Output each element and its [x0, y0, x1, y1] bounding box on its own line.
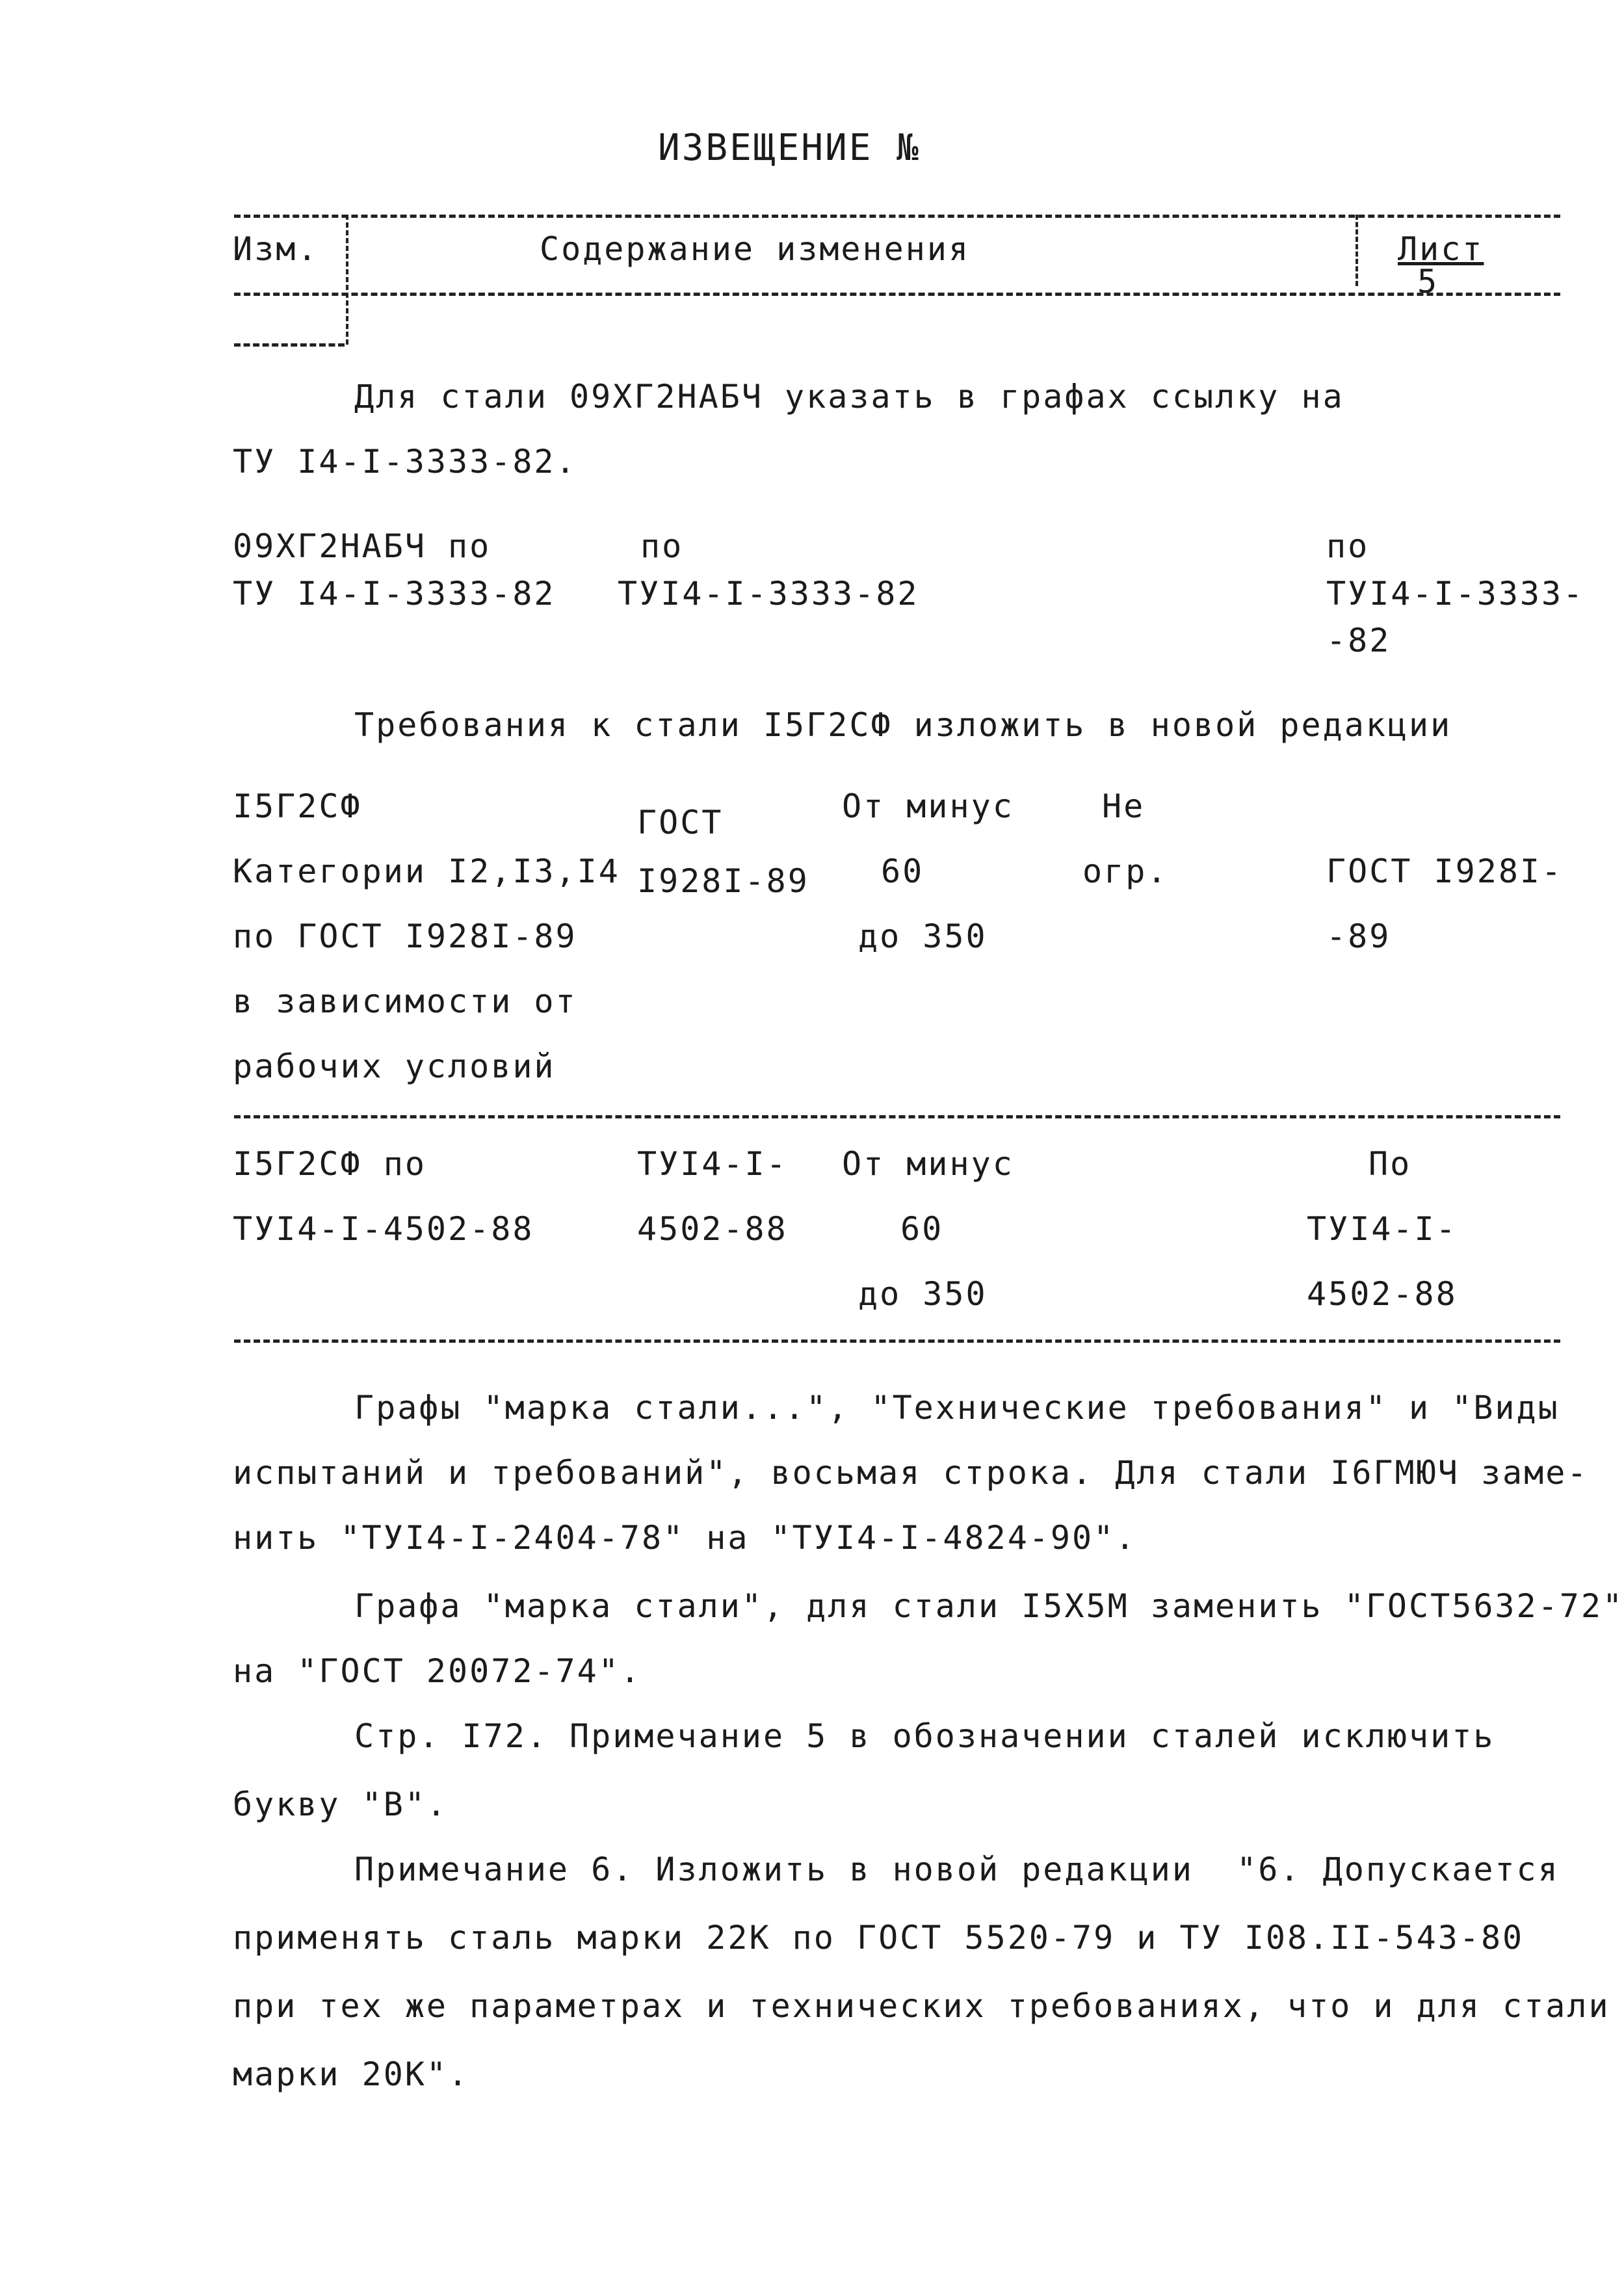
para2: Требования к стали I5Г2СФ изложить в новой редакции — [354, 706, 1452, 744]
table-rule-middle — [234, 1115, 1560, 1118]
tr2-c5-l2: ТУI4-I- — [1307, 1210, 1458, 1248]
tr1-c4-l2: огр. — [1082, 852, 1169, 890]
tr2-c3-l1: От минус — [842, 1145, 1014, 1183]
tr2-c3-l3: до 350 — [858, 1275, 988, 1313]
tr1-c1-l3: по ГОСТ I928I-89 — [233, 917, 577, 955]
tr1-c1-l2: Категории I2,I3,I4 — [233, 852, 620, 890]
tr1-c1-l1: I5Г2СФ — [233, 787, 362, 825]
para6-line1: Примечание 6. Изложить в новой редакции "6. Допускается — [354, 1851, 1560, 1888]
row09-c1-l2: ТУ I4-I-3333-82 — [233, 575, 556, 613]
tr1-c2-l2: I928I-89 — [637, 862, 809, 900]
tr1-c3-l1: От минус — [842, 787, 1014, 825]
tr2-c2-l1: ТУI4-I- — [637, 1145, 788, 1183]
para4-line1: Графа "марка стали", для стали I5Х5М заменить "ГОСТ5632-72" — [354, 1587, 1624, 1625]
para3-line3: нить "ТУI4-I-2404-78" на "ТУI4-I-4824-90". — [233, 1519, 1137, 1557]
row09-c3-l1: по — [1326, 527, 1370, 565]
tr2-c5-l3: 4502-88 — [1307, 1275, 1458, 1313]
tr1-c5-l2: -89 — [1326, 917, 1391, 955]
row09-c2-l2: ТУI4-I-3333-82 — [618, 575, 919, 613]
para6-line4: марки 20К". — [233, 2055, 470, 2093]
header-bottom-rule — [234, 293, 1560, 296]
para3-line2: испытаний и требований", восьмая строка. Для стали I6ГМЮЧ заме- — [233, 1454, 1589, 1492]
tr2-c5-l1: По — [1369, 1145, 1412, 1183]
tr1-c2-l1: ГОСТ — [637, 804, 724, 841]
table-rule-bottom — [234, 1339, 1560, 1343]
tr2-c3-l2: 60 — [900, 1210, 944, 1248]
para6-line3: при тех же параметрах и технических требованиях, что и для стали — [233, 1987, 1610, 2025]
header-divider-left — [346, 215, 348, 345]
para5-line1: Стр. I72. Примечание 5 в обозначении сталей исключить — [354, 1717, 1495, 1755]
tr1-c1-l4: в зависимости от — [233, 983, 577, 1020]
row09-c3-l3: -82 — [1326, 622, 1391, 659]
para5-line2: букву "В". — [233, 1786, 449, 1823]
para6-line2: применять сталь марки 22К по ГОСТ 5520-79 и ТУ I08.II-543-80 — [233, 1919, 1525, 1957]
header-divider-right — [1356, 215, 1358, 286]
notice-title: ИЗВЕЩЕНИЕ № — [658, 127, 921, 169]
tr1-c1-l5: рабочих условий — [233, 1048, 556, 1085]
header-sub-rule — [234, 343, 345, 347]
para3-line1: Графы "марка стали...", "Технические требования" и "Виды — [354, 1389, 1560, 1427]
header-col-content: Содержание изменения — [540, 230, 971, 268]
tr1-c3-l2: 60 — [881, 852, 924, 890]
row09-c2-l1: по — [640, 527, 684, 565]
para4-line2: на "ГОСТ 20072-74". — [233, 1652, 642, 1690]
para1-line1: Для стали 09ХГ2НАБЧ указать в графах ссылку на — [354, 378, 1344, 416]
tr2-c1-l2: ТУI4-I-4502-88 — [233, 1210, 534, 1248]
row09-c1-l1: 09ХГ2НАБЧ по — [233, 527, 491, 565]
tr1-c4-l1: Не — [1102, 787, 1146, 825]
para1-line2: ТУ I4-I-3333-82. — [233, 443, 577, 481]
tr1-c5-l1: ГОСТ I928I- — [1326, 852, 1564, 890]
header-col-sheet: Лист — [1398, 230, 1484, 268]
row09-c3-l2: ТУI4-I-3333- — [1326, 575, 1585, 613]
tr2-c1-l1: I5Г2СФ по — [233, 1145, 426, 1183]
header-sheet-number: 5 — [1417, 263, 1439, 300]
header-col-izm: Изм. — [233, 230, 319, 268]
tr2-c2-l2: 4502-88 — [637, 1210, 788, 1248]
header-top-rule — [234, 215, 1560, 218]
tr1-c3-l3: до 350 — [858, 917, 988, 955]
